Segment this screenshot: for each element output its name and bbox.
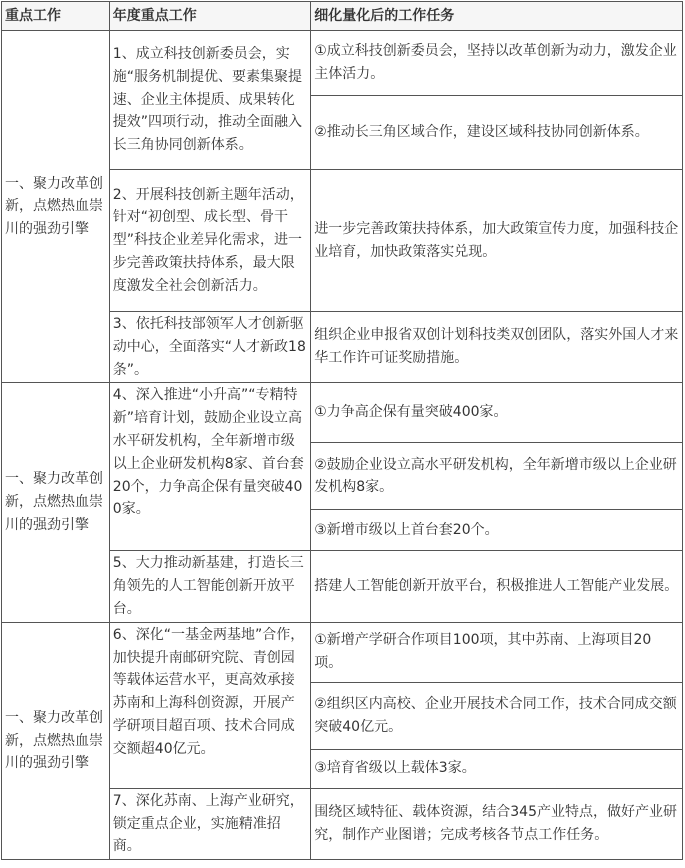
work-plan-table: [1, 1, 683, 860]
header-row: [2, 2, 683, 31]
focus-cell: 一、聚力改革创新，点燃热血崇川的强劲引擎: [2, 31, 110, 383]
task-cell: 围绕区域特征、载体资源，结合345产业特点，做好产业研究，制作产业图谱；完成考核各节点工作任务。: [311, 788, 683, 859]
task-cell: ①成立科技创新委员会，坚持以改革创新为动力，激发企业主体活力。: [311, 31, 683, 96]
annual-cell: 3、依托科技部领军人才创新驱动中心，全面落实“人才新政18条”。: [109, 312, 310, 383]
focus-cell: 一、聚力改革创新，点燃热血崇川的强劲引擎: [2, 622, 110, 859]
annual-cell: 5、大力推动新基建，打造长三角领先的人工智能创新开放平台。: [109, 551, 310, 622]
header-annual: 年度重点工作: [109, 2, 310, 31]
task-cell: ①新增产学研合作项目100项，其中苏南、上海项目20项。: [311, 622, 683, 682]
annual-cell: 6、深化“一基金两基地”合作，加快提升南邮研究院、青创园等载体运营水平，更高效承接苏南和上海科创资源，开展产学研项目超百项、技术合同成交额超40亿元。: [109, 622, 310, 788]
annual-cell: 2、开展科技创新主题年活动，针对“初创型、成长型、骨干型”科技企业差异化需求，进一步完善政策扶持体系，最大限度激发全社会创新活力。: [109, 170, 310, 312]
table-row: [2, 31, 683, 96]
task-cell: ②推动长三角区域合作，建设区域科技协同创新体系。: [311, 96, 683, 170]
header-focus: 重点工作: [2, 2, 110, 31]
task-cell: 组织企业申报省双创计划科技类双创团队，落实外国人才来华工作许可证奖励措施。: [311, 312, 683, 383]
task-cell: 搭建人工智能创新开放平台，积极推进人工智能产业发展。: [311, 551, 683, 622]
header-tasks: 细化量化后的工作任务: [311, 2, 683, 31]
task-cell: ③新增市级以上首台套20个。: [311, 510, 683, 551]
annual-cell: 1、成立科技创新委员会，实施“服务机制提优、要素集聚提速、企业主体提质、成果转化提效”四项行动，推动全面融入长三角协同创新体系。: [109, 31, 310, 170]
task-cell: 进一步完善政策扶持体系，加大政策宣传力度，加强科技企业培育，加快政策落实兑现。: [311, 170, 683, 312]
annual-cell: 7、深化苏南、上海产业研究，锁定重点企业，实施精准招商。: [109, 788, 310, 859]
task-cell: ③培育省级以上载体3家。: [311, 749, 683, 788]
table-row: [2, 383, 683, 443]
annual-cell: 4、深入推进“小升高”“专精特新”培育计划，鼓励企业设立高水平研发机构，全年新增市级以上企业研发机构8家、首台套20个，力争高企保有量突破400家。: [109, 383, 310, 551]
task-cell: ②鼓励企业设立高水平研发机构，全年新增市级以上企业研发机构8家。: [311, 443, 683, 510]
focus-cell: 一、聚力改革创新，点燃热血崇川的强劲引擎: [2, 383, 110, 622]
task-cell: ①力争高企保有量突破400家。: [311, 383, 683, 443]
task-cell: ②组织区内高校、企业开展技术合同工作，技术合同成交额突破40亿元。: [311, 682, 683, 749]
table-row: [2, 622, 683, 682]
